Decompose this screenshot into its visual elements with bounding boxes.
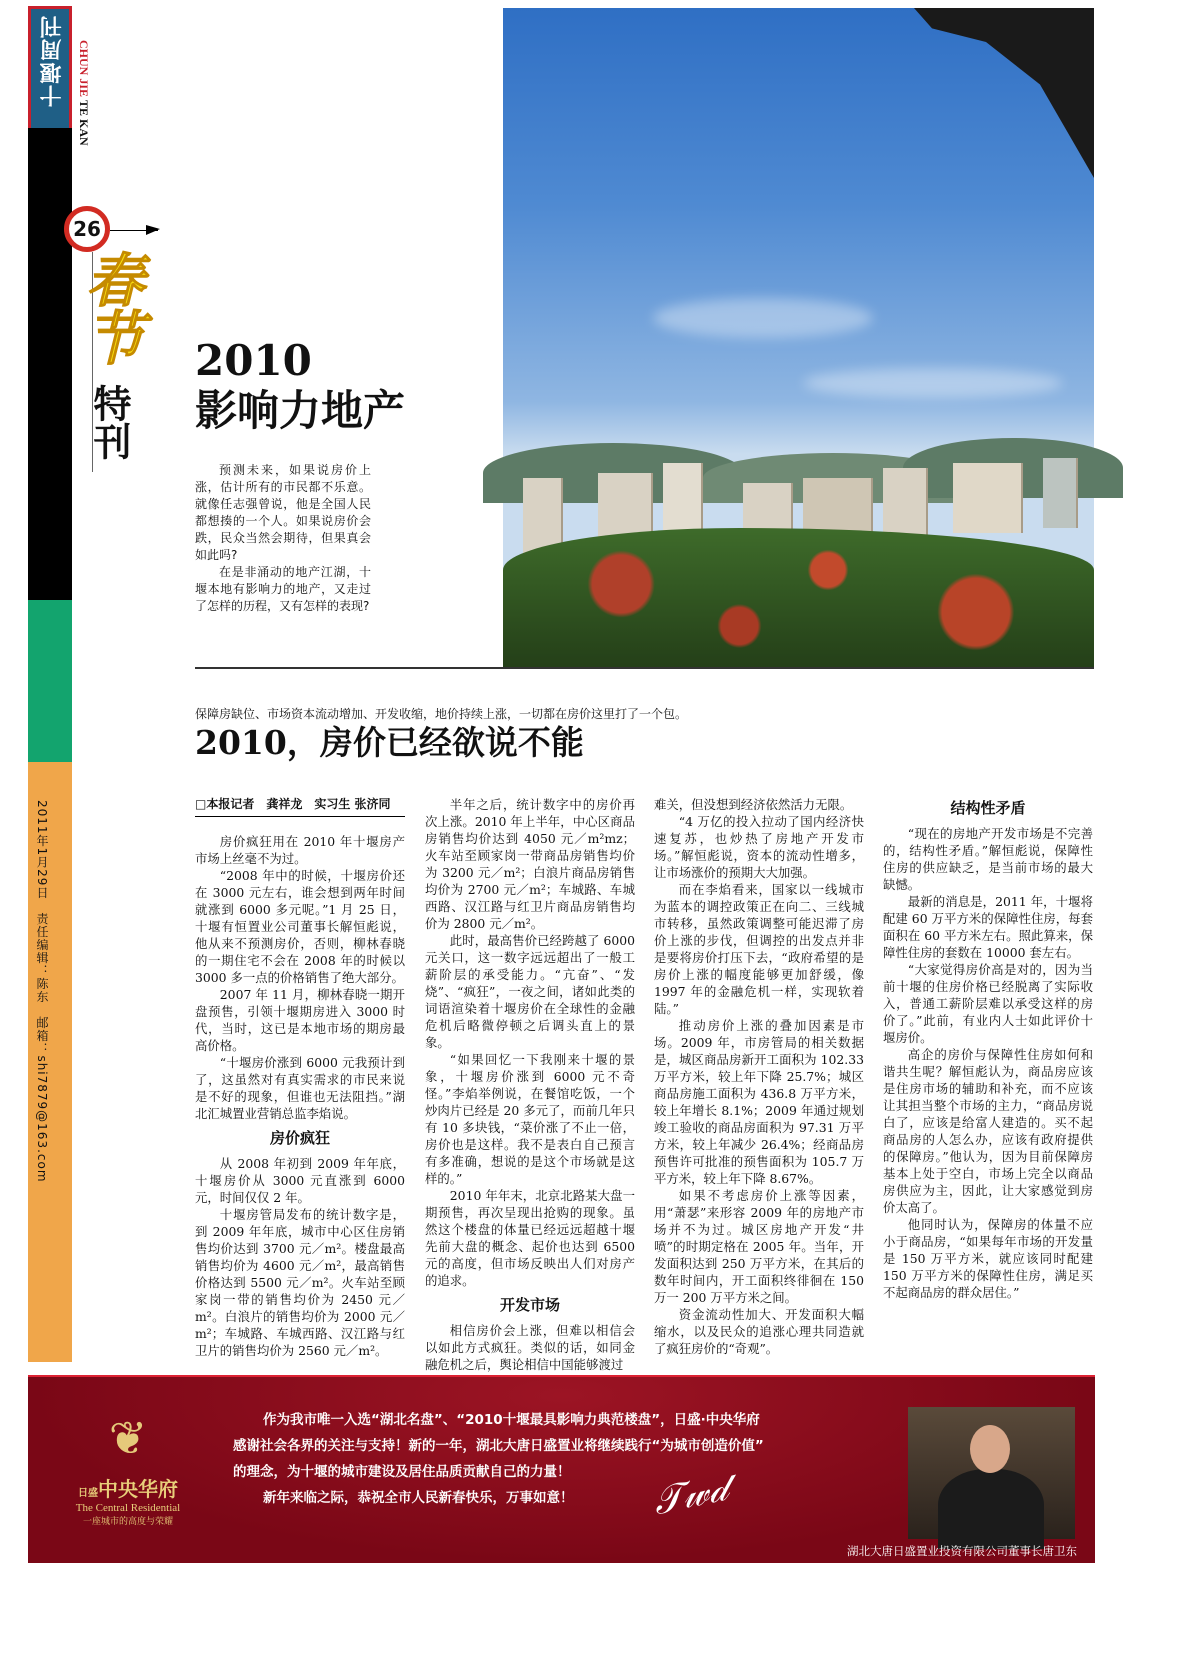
paragraph: 高企的房价与保障性住房如何和谐共生呢？解恒彪认为，商品房应该是住房市场的辅助和补充，而不应该让其担当整个市场的主力，“商品房说白了，应该是给富人建造的。买不起商品房的人怎么办，应该有政府提供的保障房。”他认为，因为目前保障房基本上处于空白，市场上完全以商品房供应为主，因此，让大家感觉到房价太高了。 — [883, 1047, 1093, 1215]
brand-logo — [58, 1403, 198, 1527]
divider — [195, 667, 1094, 669]
ad-line: 新年来临之际，恭祝全市人民新春快乐，万事如意！ — [263, 1490, 574, 1506]
paragraph: “4 万亿的投入拉动了国内经济快速复苏，也炒热了房地产开发市场。”解恒彪说，资本的流动性增多，让市场涨价的预期大大加强。 — [654, 814, 864, 880]
ad-line: 的理念，为十堰的城市建设及居住品质贡献自己的力量！ — [233, 1464, 571, 1480]
pinyin-black: TE KAN — [77, 100, 91, 146]
brand-name-en: The Central Residential — [75, 1502, 181, 1514]
article-column-3 — [654, 796, 864, 1362]
article-column-2 — [425, 796, 635, 1372]
publication-name: 十堰周刊 — [40, 15, 65, 107]
paragraph: 如果不考虑房价上涨等因素，用“萧瑟”来形容 2009 年的房地产市场并不为过。城区房地产开发“井喷”的时期定格在 2005 年。当年，开发面积达到 250 万平方米，在其后的数年时间内，开工面积终徘徊在 150 万一 200 万平方米之间。 — [654, 1188, 864, 1305]
article-column-4 — [883, 796, 1093, 1362]
issue-info: 2011年1月29日 责任编辑：陈东 邮箱：shi7879@163.com — [35, 800, 49, 1183]
brand-slogan: 一座城市的高度与荣耀 — [82, 1517, 173, 1527]
side-strip-green — [28, 600, 72, 762]
paragraph: 此时，最高售价已经跨越了 6000 元关口，这一数字远远超出了一般工薪阶层的承受能力。“亢奋”、“发烧”、“疯狂”，一夜之间，诸如此类的词语渲染着十堰房价在全球性的金融危机后略微停顿之后调头直上的景象。 — [425, 933, 635, 1050]
pagoda-roof — [914, 8, 1094, 178]
paragraph: “现在的房地产开发市场是不完善的，结构性矛盾。”解恒彪说，保障性住房的供应缺乏，是当前市场的最大缺憾。 — [883, 826, 1093, 892]
subheading: 房价疯狂 — [269, 1129, 330, 1147]
paragraph: 资金流动性加大、开发面积大幅缩水，以及民众的追涨心理共同造就了疯狂房价的“奇观”。 — [654, 1307, 864, 1356]
paragraph: 他同时认为，保障房的体量不应小于商品房，“如果每年市场的开发量是 150 万平方米，就应该同时配建 150 万平方米的保障性住房，满足买不起商品房的群众居住。” — [883, 1217, 1093, 1300]
paragraph: 而在李焰看来，国家以一线城市为蓝本的调控政策正在向二、三线城市转移，虽然政策调整可能迟滞了房价上涨的步伐，但调控的出发点并非是要将房价打压下去，“政府希望的是房价上涨的幅度能够更加舒缓，像 1997 年的金融危机一样，实现软着陆。” — [654, 882, 864, 1016]
paragraph: “如果回忆一下我刚来十堰的景象，十堰房价涨到 6000 元不奇怪。”李焰举例说，在餐馆吃饭，一个炒肉片已经是 20 多元了，而前几年只有 10 多块钱，“菜价涨了不止一倍，房价也是这样。我不是表白自己预言有多准确，想说的是这个市场就是这样的。” — [425, 1052, 635, 1186]
paragraph: “大家觉得房价高是对的，因为当前十堰的住房价格已经脱离了实际收入，普通工薪阶层难以承受这样的房价了。”此前，有业内人士如此评价十堰房价。 — [883, 962, 1093, 1045]
phoenix-emblem-icon: ❦ — [108, 1411, 148, 1465]
paragraph: 2007 年 11 月，柳林春晓一期开盘预售，引领十堰期房进入 3000 时代，当时，这已是本地市场的期房最高价格。 — [195, 987, 405, 1053]
subheading: 结构性矛盾 — [950, 799, 1026, 817]
signature: 𝒯𝓌𝒹 — [649, 1464, 732, 1524]
publication-logo — [28, 6, 72, 128]
paragraph: 相信房价会上涨，但难以相信会以如此方式疯狂。类似的话，如同金融危机之后，舆论相信中国能够渡过 — [425, 1323, 635, 1372]
byline: □本报记者 龚祥龙 实习生 张济同 — [195, 796, 405, 817]
paragraph: 推动房价上涨的叠加因素是市场。2009 年，市房管局的相关数据是，城区商品房新开工面积为 102.33 万平方米，较上年下降 25.7%；城区商品房施工面积为 436.8 万平方米，较上年增长 8.1%；2009 年通过规划竣工验收的商品房面积为 97.31 万平方米，较上年减少 26.4%；经商品房预售许可批准的预售面积为 105.7 万平方米，较上年下降 8.67%。 — [654, 1018, 864, 1186]
paragraph: 十堰房管局发布的统计数字是，到 2009 年年底，城市中心区住房销售均价达到 3700 元／m²。楼盘最高销售均价为 4600 元／m²，最高销售价格达到 5500 元／m²。火车站至顾家岗一带的销售均价为 2450 元／m²。白浪片的销售均价为 2000 元／m²；车城路、车城西路、汉江路与红卫片的销售均价为 2560 元／m²。 — [195, 1207, 405, 1358]
paragraph: “十堰房价涨到 6000 元我预计到了，这虽然对有真实需求的市民来说是不好的现象，但谁也无法阻挡。”湖北汇城置业营销总监李焰说。 — [195, 1055, 405, 1121]
brand-prefix: 日盛 — [78, 1488, 98, 1499]
subheading: 开发市场 — [499, 1296, 560, 1314]
ad-message — [233, 1407, 883, 1511]
feature-title-year: 2010 — [195, 336, 312, 385]
paragraph: 从 2008 年初到 2009 年年底，十堰房价从 3000 元直涨到 6000 元，时间仅仅 2 年。 — [195, 1156, 405, 1205]
intro-paragraph: 预测未来，如果说房价上涨，估计所有的市民都不乐意。就像任志强曾说，他是全国人民都想揍的一个人。如果说房价会跌，民众当然会期待，但果真会如此吗? — [195, 463, 371, 562]
paragraph: 2010 年年末，北京北路某大盘一期预售，再次呈现出抢购的现象。虽然这个楼盘的体量已经远远超越十堰先前大盘的概念、起价也达到 6500 元的高度，但市场反映出人们对房产的追求。 — [425, 1188, 635, 1288]
page-number-badge: 26 — [64, 206, 110, 252]
paragraph: “2008 年中的时候，十堰房价还在 3000 元左右，谁会想到两年时间就涨到 6000 多元呢。”1 月 25 日，十堰有恒置业公司董事长解恒彪说，他从来不预测房价，否则，柳林春晓的一期住宅不会在 2008 年的时候以 3000 多一点的价格销售了绝大部分。 — [195, 868, 405, 985]
side-strip-black — [28, 128, 72, 600]
spring-festival-logo: 春节 — [76, 250, 144, 366]
pinyin-red: CHUN JIE — [77, 40, 91, 98]
paragraph: 难关，但没想到经济依然活力无限。 — [654, 797, 853, 812]
paragraph: 半年之后，统计数字中的房价再次上涨。2010 年上半年，中心区商品房销售均价达到 4050 元／m²mz；火车站至顾家岗一带商品房销售均价为 3200 元／m²；白浪片商品房销售均价为 2700 元／m²；车城路、车城西路、汉江路与红卫片商品房销售均价为 2800 元／m²。 — [425, 797, 635, 931]
city-photo — [503, 8, 1094, 664]
ad-line: 作为我市唯一入选“湖北名盘”、“2010十堰最具影响力典范楼盘”，日盛·中央华府 — [263, 1412, 760, 1428]
advertisement-banner — [28, 1375, 1095, 1563]
article-headline: 2010，房价已经欲说不能 — [195, 723, 584, 762]
article-deck: 保障房缺位、市场资本流动增加、开发收缩，地价持续上涨，一切都在房价这里打了一个包。 — [195, 707, 688, 721]
intro-paragraph: 在是非涌动的地产江湖，十堰本地有影响力的地产，又走过了怎样的历程，又有怎样的表现? — [195, 565, 371, 613]
feature-intro — [195, 462, 371, 615]
feature-title — [195, 336, 405, 436]
ad-line: 感谢社会各界的关注与支持！新的一年，湖北大唐日盛置业将继续践行“为城市创造价值” — [233, 1438, 764, 1454]
arrow-icon — [146, 225, 160, 235]
article-column-1 — [195, 796, 405, 1362]
paragraph: 最新的消息是，2011 年，十堰将配建 60 万平方米的保障性住房，每套面积在 60 平方米左右。照此算来，保障性住房的套数在 10000 套左右。 — [883, 894, 1093, 960]
feature-title-text: 影响力地产 — [195, 386, 406, 435]
section-pinyin — [76, 40, 91, 146]
brand-name: 中央华府 — [98, 1477, 178, 1501]
portrait-caption: 湖北大唐日盛置业投资有限公司董事长唐卫东 — [847, 1544, 1077, 1558]
chairman-portrait — [908, 1407, 1075, 1539]
section-title: 特刊 — [87, 384, 132, 460]
paragraph: 房价疯狂用在 2010 年十堰房产市场上丝毫不为过。 — [195, 834, 405, 866]
